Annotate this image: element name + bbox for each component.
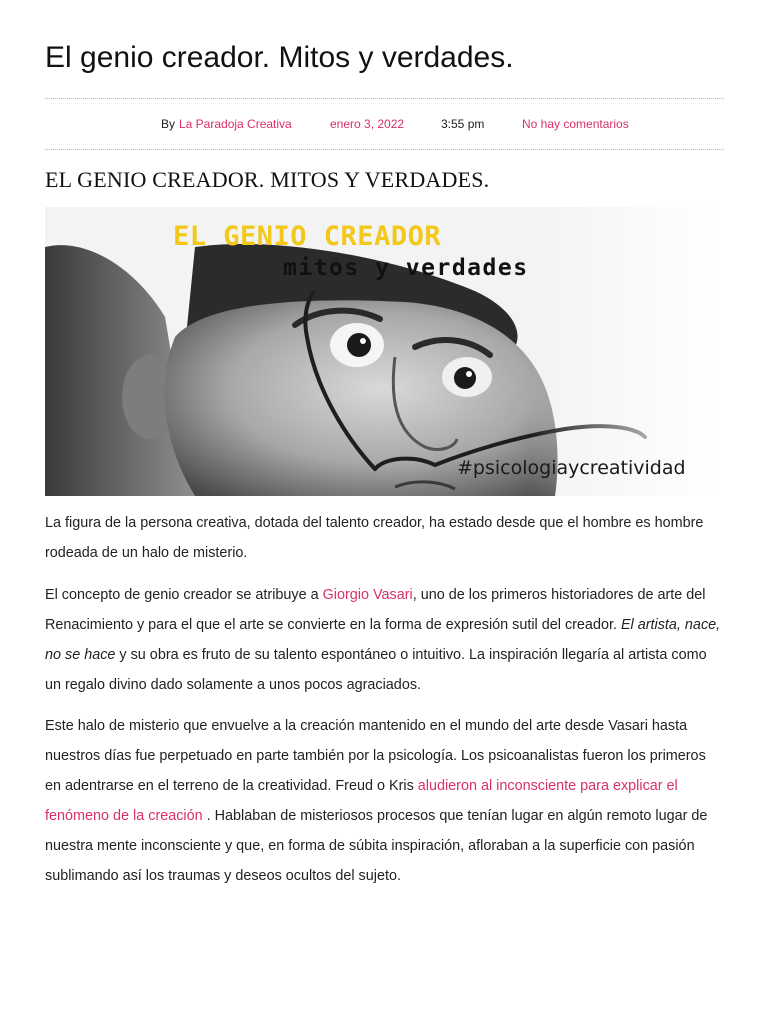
featured-image [45, 207, 719, 496]
paragraph-1-text: La figura de la persona creativa, dotada del talento creador, ha estado desde que el hombre es hombre rodeada de un halo de misterio. [45, 515, 704, 561]
paragraph-2-text-end: y su obra es fruto de su talento espontáneo o intuitivo. La inspiración llegaría al artista como un regalo divino dado solamente a unos pocos agraciados. [45, 647, 707, 693]
image-hashtag: #psicologiaycreatividad [457, 457, 686, 479]
paragraph-2 [45, 580, 725, 700]
paragraph-2-text-start: El concepto de genio creador se atribuye a [45, 587, 323, 603]
comments-link[interactable]: No hay comentarios [522, 117, 629, 131]
post-title: El genio creador. Mitos y verdades. [45, 41, 514, 74]
image-title-yellow: EL GENIO CREADOR [173, 221, 442, 252]
post-time: 3:55 pm [441, 117, 485, 131]
giorgio-vasari-link[interactable]: Giorgio Vasari [322, 587, 413, 603]
paragraph-3-text-start: Este halo de misterio que envuelve a la creación mantenido en el mundo del arte desde Vasari hasta nuestros días fue perpetuado en parte también por la psicología. Los psicoanalistas fueron los primeros en adentrarse en el terreno de la creatividad. Freud o Kris [45, 718, 706, 794]
post-date-link[interactable]: enero 3, 2022 [330, 117, 405, 131]
image-title-black: mitos y verdades [283, 255, 529, 281]
inconsciente-link[interactable]: aludieron al inconsciente para explicar el fenómeno de la creación [45, 778, 678, 824]
paragraph-2-text-middle: , uno de los primeros historiadores de arte del Renacimiento y para el que el arte se convierte en la forma de expresión sutil del creador. [45, 587, 706, 633]
paragraph-3-text-end: . Hablaban de misteriosos procesos que tenían lugar en algún remoto lugar de nuestra mente inconsciente y que, en forma de súbita inspiración, afloraban a la superficie con pasión sublimando así los traumas y deseos ocultos del sujeto. [45, 808, 708, 884]
article-heading: EL GENIO CREADOR. MITOS Y VERDADES. [45, 167, 490, 192]
paragraph-3 [45, 711, 725, 891]
post-meta [45, 116, 724, 132]
byline-label: By [161, 117, 176, 131]
divider-top [45, 98, 724, 99]
paragraph-1 [45, 508, 725, 568]
paragraph-2-italic: El artista, nace, no se hace [45, 617, 721, 663]
author-link[interactable]: La Paradoja Creativa [179, 117, 292, 131]
divider-bottom [45, 149, 724, 150]
